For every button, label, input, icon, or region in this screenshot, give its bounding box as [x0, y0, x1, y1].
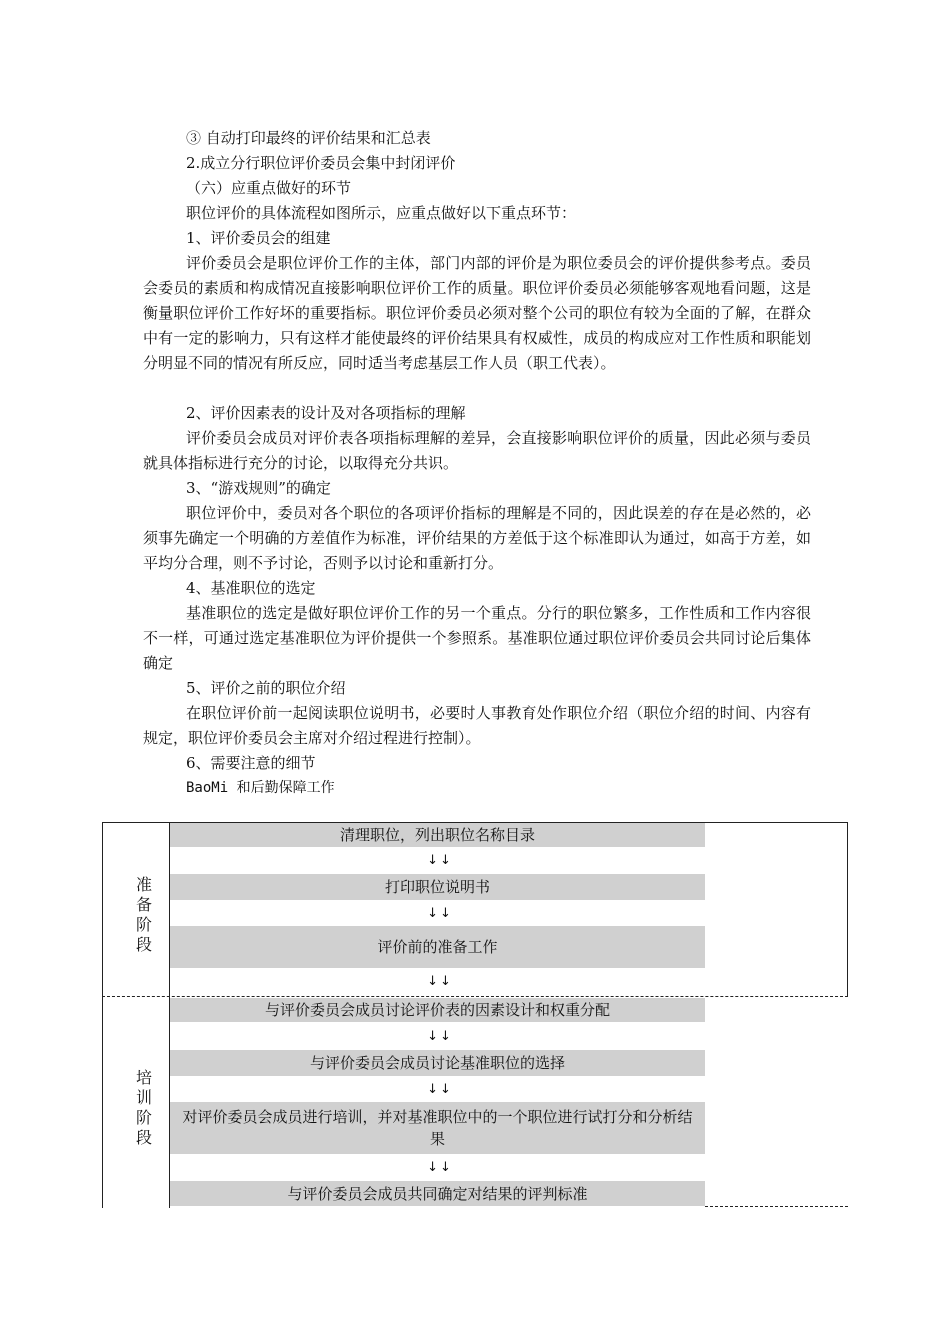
double-arrow-icon: ↓↓	[427, 853, 453, 868]
paragraph-introduction: 在职位评价前一起阅读职位说明书，必要时人事教育处作职位介绍（职位介绍的时间、内容有规定，职位评价委员会主席对介绍过程进行控制）。	[143, 704, 811, 747]
double-arrow-icon: ↓↓	[427, 974, 453, 989]
evaluation-flowchart	[102, 822, 848, 1208]
flow-step-label: 与评价委员会成员讨论评价表的因素设计和权重分配	[264, 1001, 610, 1019]
flow-step-7	[170, 1181, 705, 1206]
chart-border-left	[102, 822, 103, 1208]
paragraph-factors: 评价委员会成员对评价表各项指标理解的差异，会直接影响职位评价的质量，因此必须与委员就具体指标进行充分的讨论，以取得充分共识。	[143, 429, 811, 472]
text-line: 2.成立分行职位评价委员会集中封闭评价	[186, 154, 456, 172]
stage-separator	[102, 996, 848, 997]
double-arrow-icon: ↓↓	[427, 1029, 453, 1044]
double-arrow-icon: ↓↓	[427, 1160, 453, 1175]
double-arrow-icon: ↓↓	[427, 906, 453, 921]
subsection-heading: 1、评价委员会的组建	[186, 229, 331, 247]
subsection-heading: 3、“游戏规则”的确定	[186, 479, 331, 497]
flow-step-label: 打印职位说明书	[384, 878, 490, 896]
note-line: BaoMi 和后勤保障工作	[186, 780, 335, 796]
flow-step-4	[170, 998, 705, 1022]
text-line: 职位评价的具体流程如图所示，应重点做好以下重点环节：	[186, 204, 577, 222]
flow-step-5	[170, 1050, 705, 1076]
section-heading: （六）应重点做好的环节	[186, 179, 352, 197]
subsection-heading: 6、需要注意的细节	[186, 754, 316, 772]
flow-step-label: 与评价委员会成员共同确定对结果的评判标准	[287, 1184, 588, 1203]
flow-step-label: 清理职位，列出职位名称目录	[339, 826, 535, 844]
text-line: ③ 自动打印最终的评价结果和汇总表	[186, 129, 431, 147]
flow-step-6	[170, 1102, 705, 1154]
paragraph-rules: 职位评价中，委员对各个职位的各项评价指标的理解是不同的，因此误差的存在是必然的，必须事先确定一个明确的方差值作为标准，评价结果的方差低于这个标准即认为通过，如高于方差，如平均分合理，则不予讨论，否则予以讨论和重新打分。	[143, 504, 811, 572]
double-arrow-icon: ↓↓	[427, 1082, 453, 1097]
stage-label-training: 培训阶段	[135, 1068, 152, 1147]
flow-step-label: 评价前的准备工作	[377, 938, 498, 956]
flow-step-label: 与评价委员会成员讨论基准职位的选择	[309, 1054, 565, 1072]
stage-label-preparation: 准备阶段	[135, 875, 152, 954]
chart-bottom-dash	[705, 1206, 848, 1207]
subsection-heading: 2、评价因素表的设计及对各项指标的理解	[186, 404, 466, 422]
paragraph-benchmark: 基准职位的选定是做好职位评价工作的另一个重点。分行的职位繁多，工作性质和工作内容很不一样，可通过选定基准职位为评价提供一个参照系。基准职位通过职位评价委员会共同讨论后集体确定	[143, 604, 811, 672]
flow-step-1	[170, 823, 705, 847]
flow-step-2	[170, 874, 705, 900]
subsection-heading: 4、基准职位的选定	[186, 579, 316, 597]
paragraph-committee: 评价委员会是职位评价工作的主体，部门内部的评价是为职位委员会的评价提供参考点。委员会委员的素质和构成情况直接影响职位评价工作的质量。职位评价委员必须能够客观地看问题，这是衡量职位评价工作好坏的重要指标。职位评价委员必须对整个公司的职位有较为全面的了解，在群众中有一定的影响力，只有这样才能使最终的评价结果具有权威性，成员的构成应对工作性质和职能划分明显不同的情况有所反应，同时适当考虑基层工作人员（职工代表）。	[143, 254, 811, 372]
subsection-heading: 5、评价之前的职位介绍	[186, 679, 346, 697]
chart-border-right	[847, 822, 848, 996]
flow-step-label: 对评价委员会成员进行培训，并对基准职位中的一个职位进行试打分和分析结果	[182, 1108, 693, 1148]
flow-step-3	[170, 926, 705, 968]
